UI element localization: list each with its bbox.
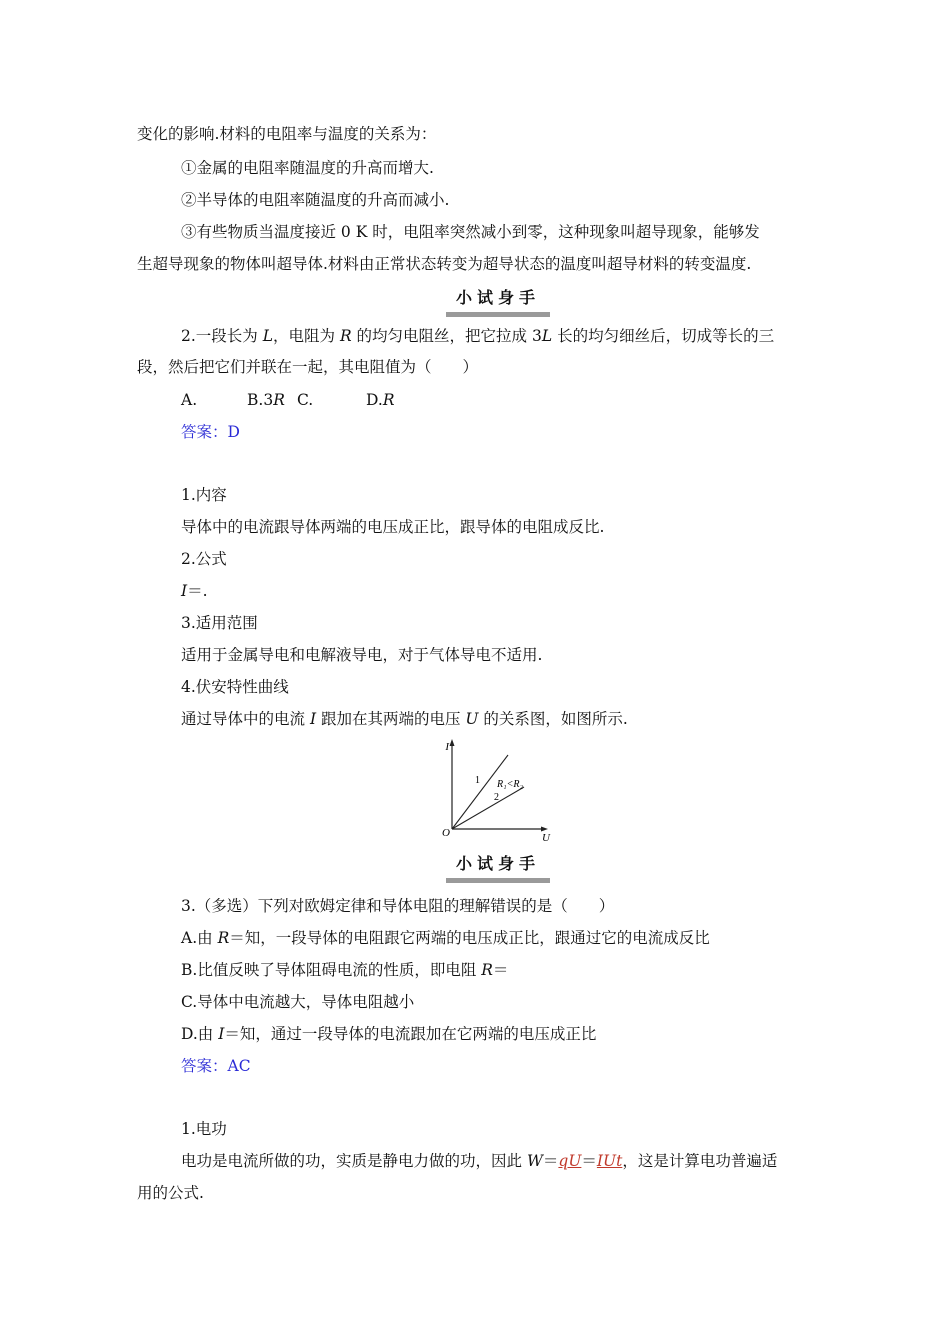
y-axis-label: I <box>445 741 449 753</box>
answer-q2: 答案：D <box>181 423 240 441</box>
option-c: C. <box>297 391 314 409</box>
section-banner <box>446 853 550 883</box>
fill-blank-IUt: IUt <box>596 1152 623 1170</box>
heading-iv-curve: 4.伏安特性曲线 <box>181 678 289 696</box>
list-item: ②半导体的电阻率随温度的升高而减小. <box>181 191 450 209</box>
option-b: B.比值反映了导体阻碍电流的性质，即电阻 R＝ <box>181 961 509 979</box>
paragraph-electric-work: 电功是电流所做的功，实质是静电力做的功，因此 W＝qU＝IUt，这是计算电功普遍适 <box>181 1152 778 1170</box>
banner-underline <box>446 312 550 317</box>
line-2-label: 2 <box>494 792 499 803</box>
list-item: ③有些物质当温度接近 0 K 时，电阻率突然减小到零，这种现象叫超导现象，能够发 <box>181 223 760 241</box>
iv-curve-figure <box>430 735 560 847</box>
x-axis-arrow <box>541 827 548 832</box>
option-d: D.R <box>366 391 395 409</box>
list-item: ①金属的电阻率随温度的升高而增大. <box>181 159 434 177</box>
list-item-continuation: 生超导现象的物体叫超导体.材料由正常状态转变为超导状态的温度叫超导材料的转变温度. <box>137 255 752 273</box>
question-2-line2: 段，然后把它们并联在一起，其电阻值为（ ） <box>137 358 479 376</box>
origin-label: O <box>442 827 450 839</box>
banner-underline <box>446 878 550 883</box>
option-c: C.导体中电流越大，导体电阻越小 <box>181 993 415 1011</box>
option-a: A.由 R＝知，一段导体的电阻跟它两端的电压成正比，跟通过它的电流成反比 <box>181 929 710 947</box>
option-b: B.3R <box>247 391 285 409</box>
paragraph-intro: 变化的影响.材料的电阻率与温度的关系为： <box>137 125 437 143</box>
paragraph-content: 导体中的电流跟导体两端的电压成正比，跟导体的电阻成反比. <box>181 518 605 536</box>
answer-q3: 答案：AC <box>181 1057 251 1075</box>
heading-electric-work: 1.电功 <box>181 1120 227 1138</box>
paragraph-scope: 适用于金属导电和电解液导电，对于气体导电不适用. <box>181 646 543 664</box>
heading-formula: 2.公式 <box>181 550 227 568</box>
relation-label: R₁<R₂ <box>497 779 523 790</box>
line-1 <box>452 755 508 829</box>
section-banner <box>446 287 550 317</box>
line-2 <box>452 787 524 829</box>
question-3-stem: 3.（多选）下列对欧姆定律和导体电阻的理解错误的是（ ） <box>181 897 615 915</box>
heading-content: 1.内容 <box>181 486 227 504</box>
y-axis-arrow <box>450 739 455 746</box>
paragraph-continuation: 用的公式. <box>137 1184 204 1202</box>
formula: I＝. <box>181 582 208 600</box>
paragraph-iv-curve: 通过导体中的电流 I 跟加在其两端的电压 U 的关系图，如图所示. <box>181 710 628 728</box>
option-d: D.由 I＝知，通过一段导体的电流跟加在它两端的电压成正比 <box>181 1025 597 1043</box>
option-a: A. <box>181 391 198 409</box>
x-axis-label: U <box>542 832 550 844</box>
fill-blank-qU: qU <box>558 1152 582 1170</box>
question-2-line1: 2.一段长为 L，电阻为 R 的均匀电阻丝，把它拉成 3L 长的均匀细丝后，切成等长的三 <box>181 327 775 345</box>
banner-label: 小试身手 <box>455 854 540 873</box>
line-1-label: 1 <box>475 775 480 786</box>
heading-scope: 3.适用范围 <box>181 614 258 632</box>
banner-label: 小试身手 <box>455 288 540 307</box>
